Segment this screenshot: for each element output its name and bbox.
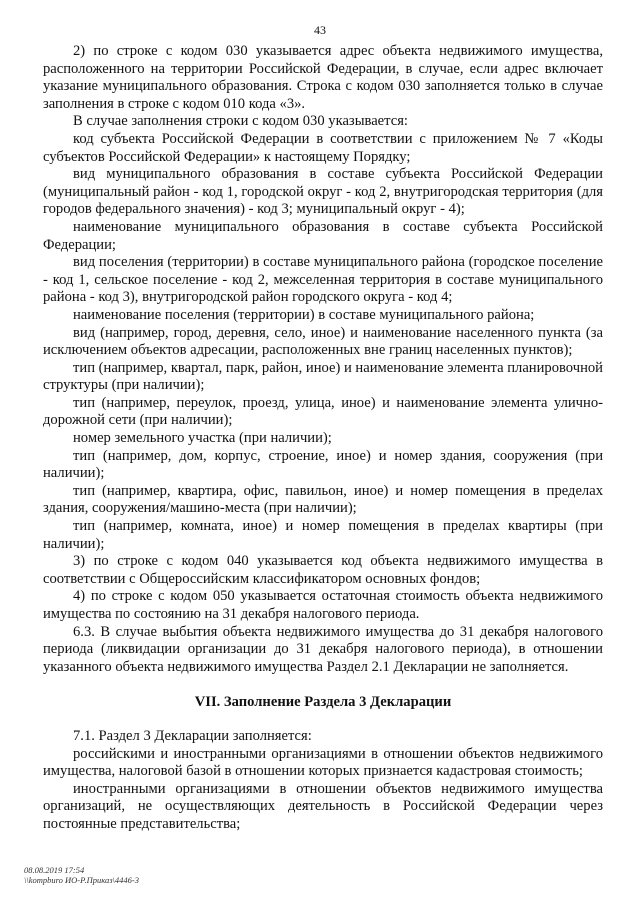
paragraph: наименование муниципального образования в составе субъекта Российской Федерации; (43, 218, 603, 253)
paragraph: вид поселения (территории) в составе муниципального района (городское поселение - код 1, сельское поселение - код 2, межселенная территория в составе муниципального района - код 3), внутригородской район городского округа - код 4; (43, 254, 603, 306)
paragraph: вид (например, город, деревня, село, иное) и наименование населенного пункта (за исключением объектов адресации, расположенных вне границ населенных пунктов); (43, 324, 603, 359)
paragraph: тип (например, комната, иное) и номер помещения в пределах квартиры (при наличии); (43, 518, 603, 552)
paragraph: 6.3. В случае выбытия объекта недвижимого имущества до 31 декабря налогового периода (ликвидации организации до 31 декабря налогового периода), в отношении указанного объекта недвижимого имущества Раздел 2.1 Декларации не заполняется. (43, 623, 603, 675)
document-body (43, 43, 603, 834)
footer-file-path: \\kompburo ИО-Р.Приказ\4446-3 (24, 875, 139, 885)
paragraph: тип (например, переулок, проезд, улица, иное) и наименование элемента улично-дорожной сети (при наличии); (43, 394, 603, 429)
footer-date: 08.08.2019 17:54 (24, 865, 85, 875)
paragraph: тип (например, дом, корпус, строение, иное) и номер здания, сооружения (при наличии); (43, 447, 603, 482)
paragraph: 2) по строке с кодом 030 указывается адрес объекта недвижимого имущества, расположенного на территории Российской Федерации, в случае, если адрес включает указание муниципального образования. Строка с кодом 030 заполняется только в случае заполнения в строке с кодом 010 кода «3». (43, 43, 603, 112)
paragraph: 4) по строке с кодом 050 указывается остаточная стоимость объекта недвижимого имущества по состоянию на 31 декабря налогового периода. (43, 588, 603, 622)
page-number: 43 (314, 23, 326, 37)
paragraph: 3) по строке с кодом 040 указывается код объекта недвижимого имущества в соответствии с Общероссийским классификатором основных фондов; (43, 553, 603, 587)
paragraph: наименование поселения (территории) в составе муниципального района; (73, 306, 535, 323)
document-footer (24, 865, 139, 885)
paragraph: тип (например, квартал, парк, район, иное) и наименование элемента планировочной структуры (при наличии); (43, 359, 603, 394)
paragraph: российскими и иностранными организациями в отношении объектов недвижимого имущества, налоговой базой в отношении которых признается кадастровая стоимость; (43, 745, 603, 780)
paragraph: номер земельного участка (при наличии); (73, 430, 332, 447)
section-title: VII. Заполнение Раздела 3 Декларации (194, 694, 452, 711)
paragraph: тип (например, квартира, офис, павильон, иное) и номер помещения в пределах здания, сооружения/машино-места (при наличии); (43, 482, 603, 517)
paragraph: код субъекта Российской Федерации в соответствии с приложением № 7 «Коды субъектов Российской Федерации» к настоящему Порядку; (43, 130, 603, 165)
paragraph: иностранными организациями в отношении объектов недвижимого имущества организаций, не осуществляющих деятельность в Российской Федерации через постоянные представительства; (43, 780, 603, 832)
paragraph: 7.1. Раздел 3 Декларации заполняется: (73, 727, 312, 744)
paragraph: вид муниципального образования в составе субъекта Российской Федерации (муниципальный район - код 1, городской округ - код 2, внутригородская территория (для городов федерального значения) - код 3; муниципальный округ - 4); (43, 166, 603, 218)
paragraph: В случае заполнения строки с кодом 030 указывается: (73, 113, 408, 130)
